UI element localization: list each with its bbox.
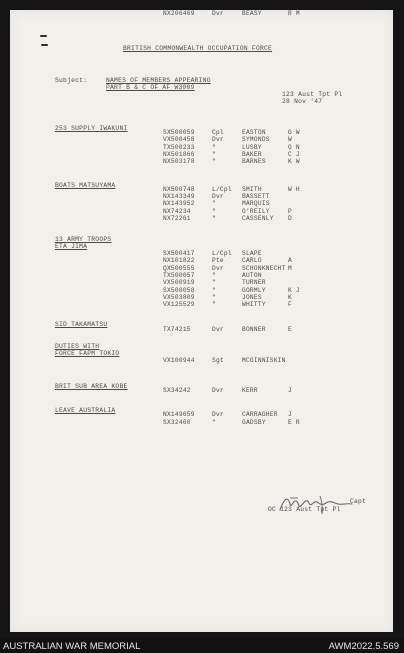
service-number: TX74215 <box>163 326 191 333</box>
initials: M <box>288 265 292 272</box>
initials: E R <box>288 419 300 426</box>
service-number: NX72261 <box>163 215 191 222</box>
service-number: QX500555 <box>163 265 195 272</box>
rank: Dvr <box>212 411 224 418</box>
rank: " <box>212 294 216 301</box>
rank: Dvr <box>212 136 224 143</box>
initials: F <box>288 301 292 308</box>
service-number: VX500919 <box>163 279 195 286</box>
initials: K W <box>288 158 300 165</box>
service-number: NX74234 <box>163 208 191 215</box>
initials: D <box>288 215 292 222</box>
section-heading: SID TAKAMATSU <box>55 321 108 328</box>
surname: EASTON <box>242 129 266 136</box>
service-number: VX125529 <box>163 301 195 308</box>
rank: " <box>212 279 216 286</box>
document-page <box>10 10 393 632</box>
service-number: NX149659 <box>163 411 195 418</box>
initials: K <box>288 294 292 301</box>
rank: " <box>212 215 216 222</box>
rank: " <box>212 158 216 165</box>
initials: G W <box>288 129 300 136</box>
section-heading: BRIT SUB AREA KOBE <box>55 383 128 390</box>
surname: SYMONDS <box>242 136 270 143</box>
surname: GADSBY <box>242 419 266 426</box>
section-heading: LEAVE AUSTRALIA <box>55 407 116 414</box>
document-date: 28 Nov '47 <box>282 98 323 105</box>
service-number: NX503178 <box>163 158 195 165</box>
surname: TURNER <box>242 279 266 286</box>
rank: " <box>212 208 216 215</box>
surname: KERR <box>242 387 258 394</box>
rank: " <box>212 151 216 158</box>
punch-mark <box>40 35 47 37</box>
service-number: SX500058 <box>163 287 195 294</box>
service-number: VX100944 <box>163 357 195 364</box>
rank: " <box>212 287 216 294</box>
footer-accession-number: AWM2022.5.569 <box>328 641 399 652</box>
surname: BAKER <box>242 151 262 158</box>
footer-bar <box>0 638 404 653</box>
document-title: BRITISH COMMONWEALTH OCCUPATION FORCE <box>123 45 273 52</box>
surname: WHITTY <box>242 301 266 308</box>
service-number: VX500458 <box>163 136 195 143</box>
initials: E <box>288 326 292 333</box>
service-number: VX503809 <box>163 294 195 301</box>
service-number: TX500057 <box>163 272 195 279</box>
surname: MCGINNISKIN <box>242 357 286 364</box>
rank: Dvr <box>212 10 224 17</box>
surname: CARRAGHER <box>242 411 278 418</box>
rank: Pte <box>212 257 224 264</box>
service-number: SX34242 <box>163 387 191 394</box>
surname: CASSENLY <box>242 215 274 222</box>
rank: L/Cpl <box>212 186 232 193</box>
service-number: SX500417 <box>163 250 195 257</box>
subject-label: Subject: <box>55 77 88 84</box>
section-heading: 253 SUPPLY IWAKUNI <box>55 125 128 132</box>
service-number: NX206469 <box>163 10 195 17</box>
surname: BASSETT <box>242 193 270 200</box>
surname: O'REILY <box>242 208 270 215</box>
service-number: TX500233 <box>163 144 195 151</box>
service-number: NX143952 <box>163 200 195 207</box>
initials: P <box>288 208 292 215</box>
rank: Sgt <box>212 357 224 364</box>
unit-name: 123 Aust Tpt Pl <box>282 91 343 98</box>
punch-mark <box>41 44 48 46</box>
surname: AUTON <box>242 272 262 279</box>
section-heading: DUTIES WITH <box>55 343 100 350</box>
rank: " <box>212 144 216 151</box>
service-number: NX500748 <box>163 186 195 193</box>
subject-line-1: NAMES OF MEMBERS APPEARING <box>106 77 211 84</box>
surname: JONES <box>242 294 262 301</box>
rank: " <box>212 272 216 279</box>
rank: " <box>212 200 216 207</box>
surname: SCHONKNECHT <box>242 265 286 272</box>
surname: MARQUIS <box>242 200 270 207</box>
surname: SLAPE <box>242 250 262 257</box>
initials: J <box>288 387 292 394</box>
section-heading: FORCE FAPM TOKIO <box>55 350 120 357</box>
initials: A <box>288 257 292 264</box>
initials: R M <box>288 10 300 17</box>
service-number: NX101822 <box>163 257 195 264</box>
footer-institution: AUSTRALIAN WAR MEMORIAL <box>3 641 141 652</box>
rank: Cpl <box>212 129 224 136</box>
surname: BEASY <box>242 10 262 17</box>
rank: Dvr <box>212 265 224 272</box>
service-number: NX143349 <box>163 193 195 200</box>
section-heading: 13 ARMY TROOPS <box>55 236 112 243</box>
surname: LUSBY <box>242 144 262 151</box>
rank: Dvr <box>212 387 224 394</box>
initials: W H <box>288 186 300 193</box>
initials: G N <box>288 144 300 151</box>
service-number: SX32460 <box>163 419 191 426</box>
section-heading: ETA JIMA <box>55 243 88 250</box>
surname: GORMLY <box>242 287 266 294</box>
service-number: SX500059 <box>163 129 195 136</box>
signature-rank: Capt <box>350 498 367 505</box>
surname: SMITH <box>242 186 262 193</box>
subject-line-2: PART B & C OF AF W3009 <box>106 84 195 91</box>
surname: CARLO <box>242 257 262 264</box>
rank: L/Cpl <box>212 250 232 257</box>
initials: K J <box>288 287 300 294</box>
service-number: NX501866 <box>163 151 195 158</box>
initials: W <box>288 136 292 143</box>
section-heading: BOATS MATSUYAMA <box>55 182 116 189</box>
surname: BONNER <box>242 326 266 333</box>
rank: Dvr <box>212 193 224 200</box>
initials: C J <box>288 151 300 158</box>
surname: BARNES <box>242 158 266 165</box>
rank: " <box>212 301 216 308</box>
initials: J <box>288 411 292 418</box>
signature-title: OC 123 Aust Tpt Pl <box>268 506 341 513</box>
rank: " <box>212 419 216 426</box>
rank: Dvr <box>212 326 224 333</box>
